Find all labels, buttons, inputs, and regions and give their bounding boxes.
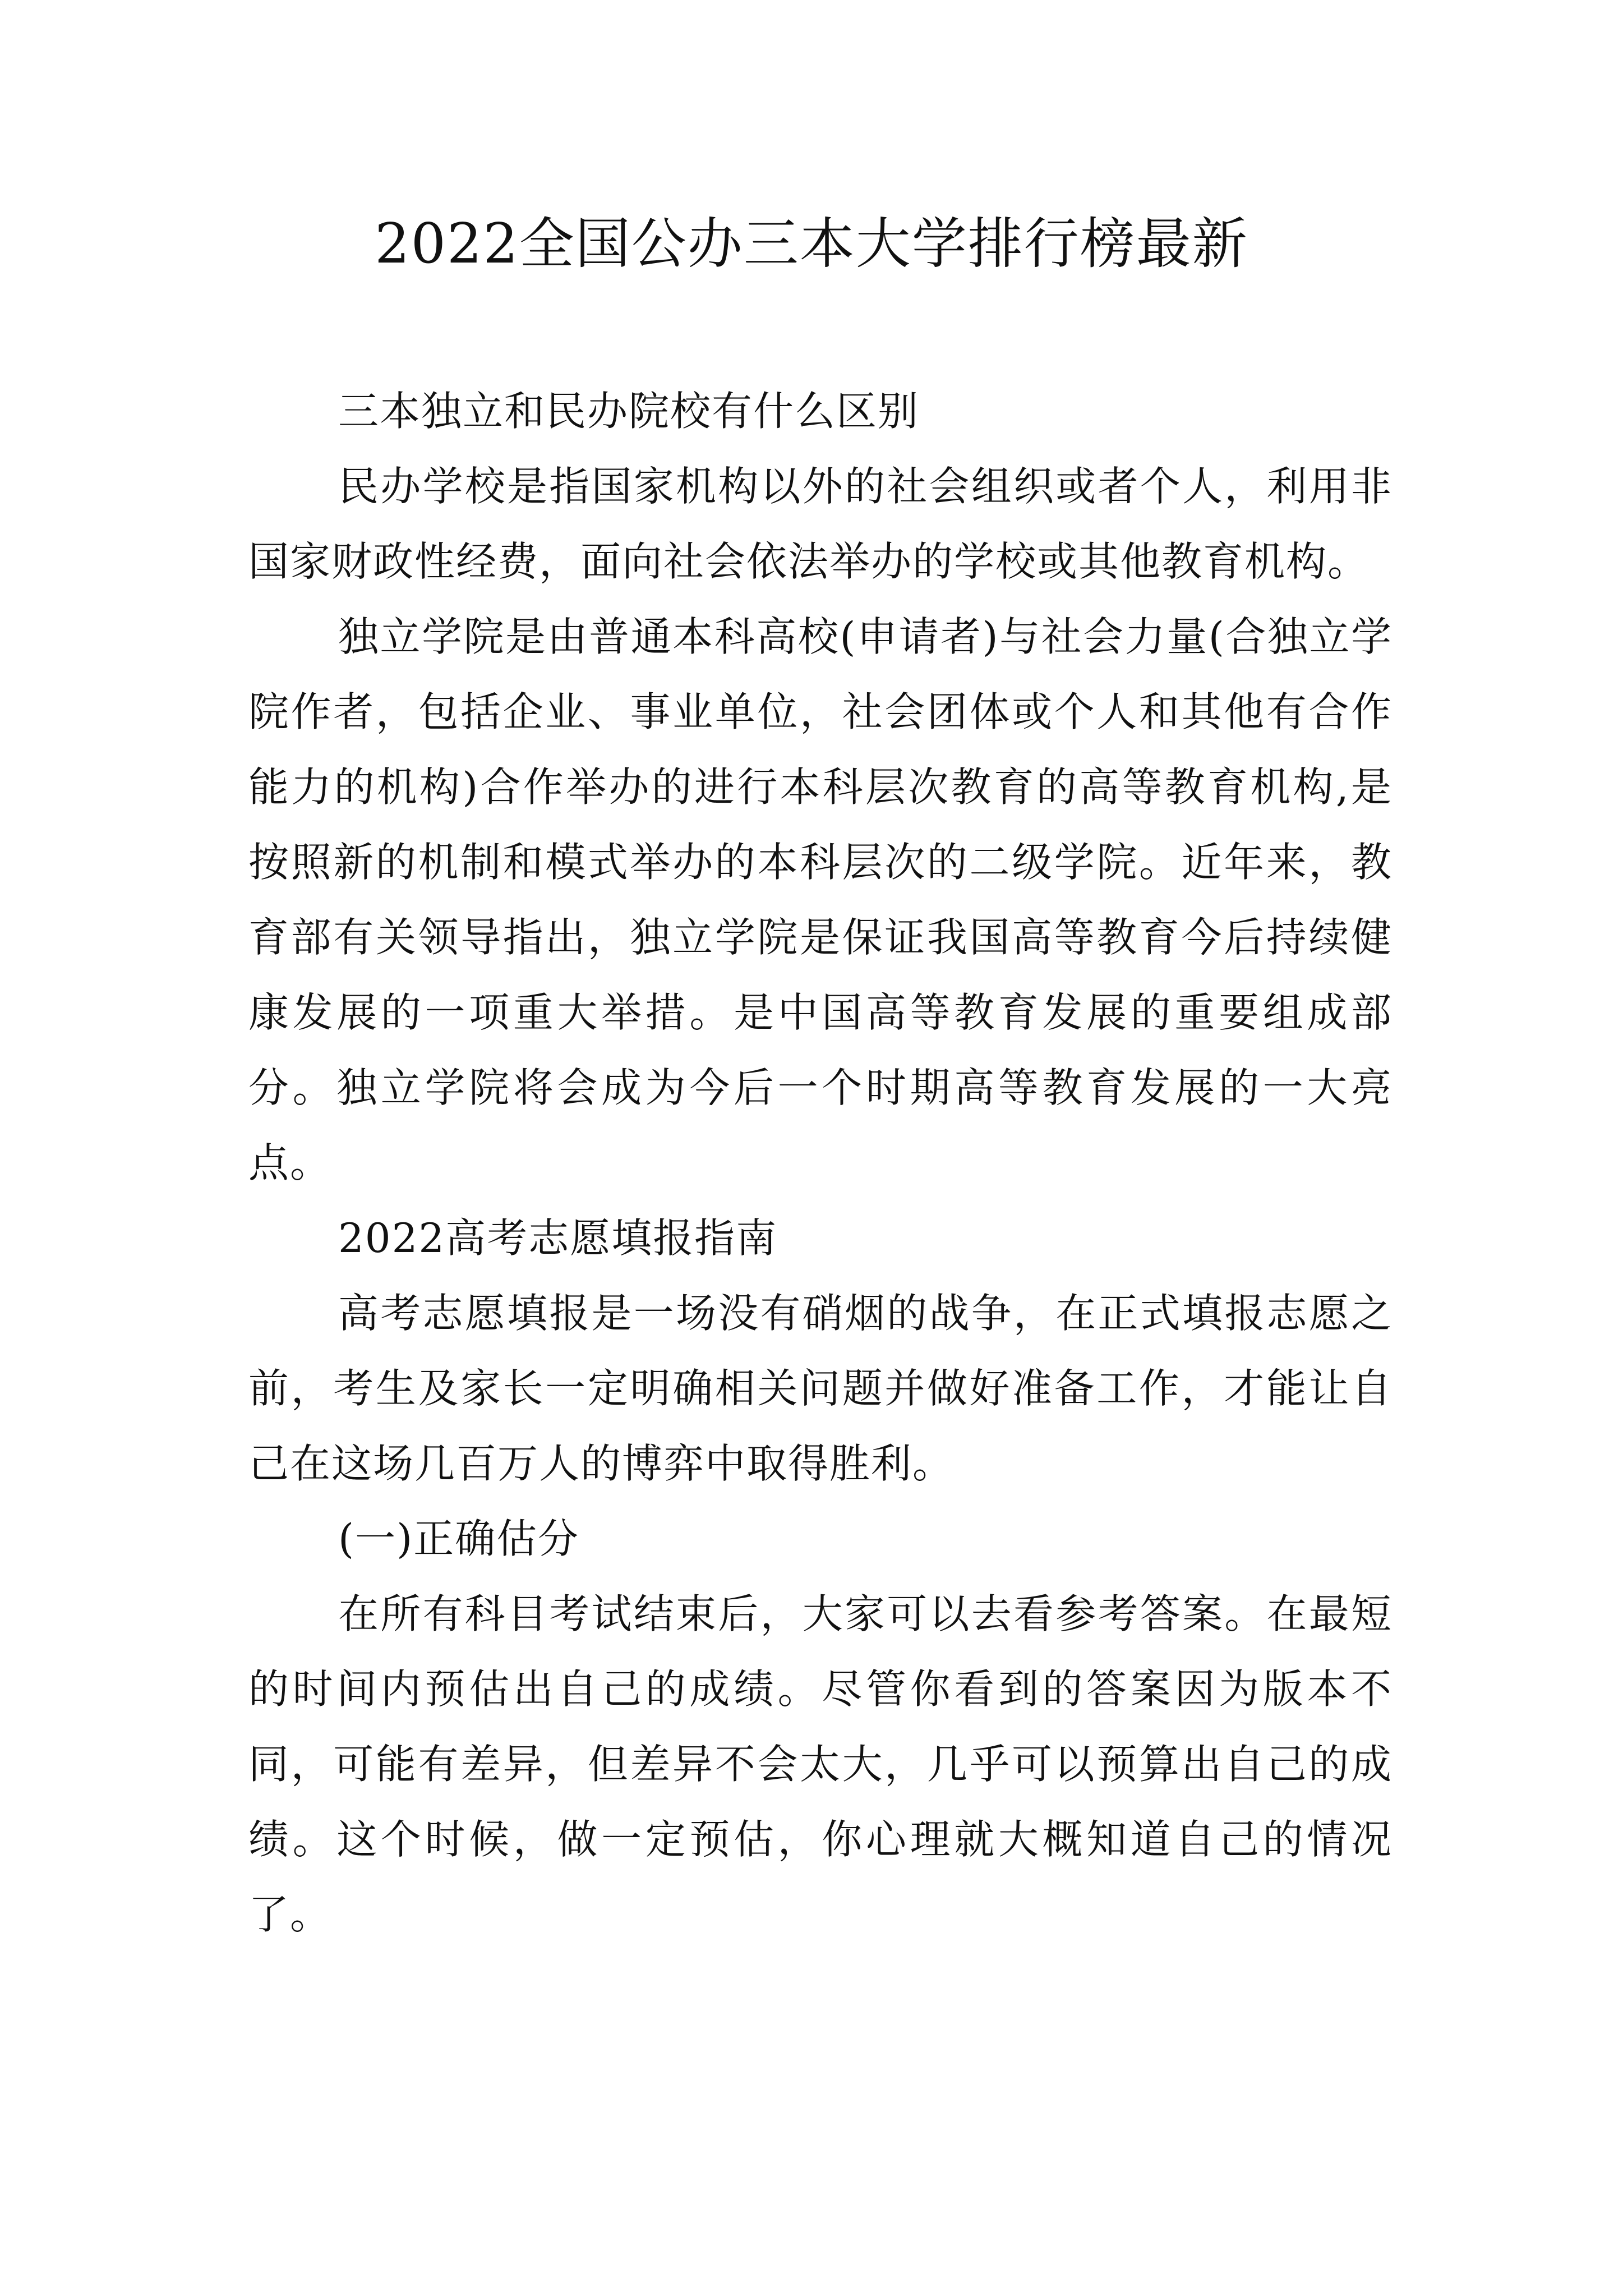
section-heading: 三本独立和民办院校有什么区别 bbox=[338, 388, 920, 435]
paragraph: 民办学校是指国家机构以外的社会组织或者个人，利用非国家财政性经费，面向社会依法举办的学校或其他教育机构。 bbox=[248, 463, 1393, 585]
paragraph: 高考志愿填报是一场没有硝烟的战争，在正式填报志愿之前，考生及家长一定明确相关问题并做好准备工作，才能让自己在这场几百万人的博弈中取得胜利。 bbox=[248, 1290, 1393, 1487]
paragraph: 独立学院是由普通本科高校(申请者)与社会力量(合独立学院作者，包括企业、事业单位，社会团体或个人和其他有合作能力的机构)合作举办的进行本科层次教育的高等教育机构,是按照新的机制和模式举办的本科层次的二级学院。近年来，教育部有关领导指出，独立学院是保证我国高等教育今后持续健康发展的一项重大举措。是中国高等教育发展的重要组成部分。独立学院将会成为今后一个时期高等教育发展的一大亮点。 bbox=[248, 613, 1393, 1186]
document-body bbox=[248, 374, 1393, 1952]
section-heading: (一)正确估分 bbox=[338, 1515, 580, 1562]
paragraph: 在所有科目考试结束后，大家可以去看参考答案。在最短的时间内预估出自己的成绩。尽管你看到的答案因为版本不同，可能有差异，但差异不会太大，几乎可以预算出自己的成绩。这个时候，做一定预估，你心理就大概知道自己的情况了。 bbox=[248, 1590, 1393, 1938]
page-title: 2022全国公办三本大学排行榜最新 bbox=[375, 212, 1248, 276]
section-heading: 2022高考志愿填报指南 bbox=[338, 1214, 778, 1262]
